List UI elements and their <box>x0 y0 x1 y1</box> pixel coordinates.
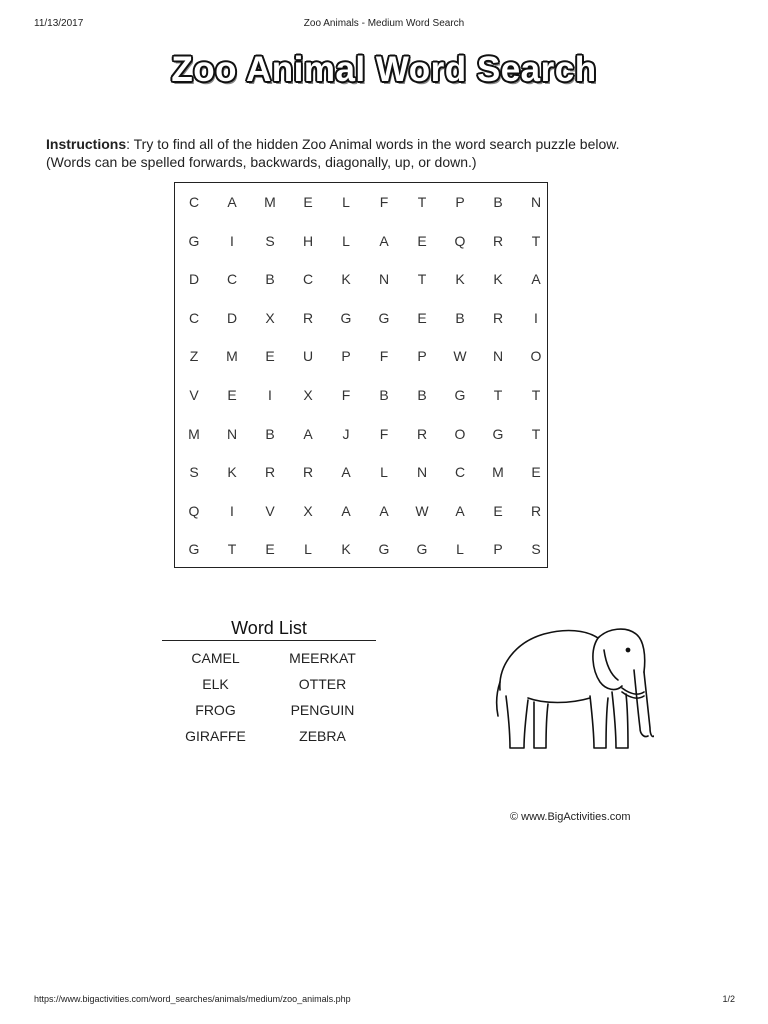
grid-cell: M <box>188 425 200 442</box>
grid-row <box>175 453 549 492</box>
word-list-item: OTTER <box>298 676 347 692</box>
image-credit: © www.BigActivities.com <box>510 811 631 823</box>
grid-cell: N <box>530 194 542 210</box>
grid-cell: T <box>531 232 541 249</box>
grid-cell: O <box>530 348 542 365</box>
grid-cell: E <box>303 194 313 210</box>
grid-cell: B <box>379 387 389 403</box>
grid-cell: A <box>455 502 465 519</box>
grid-cell: L <box>342 232 350 249</box>
word-list-column-left <box>162 645 269 749</box>
grid-cell: E <box>531 464 541 481</box>
grid-cell: P <box>341 348 351 365</box>
grid-cell: G <box>492 425 504 442</box>
grid-cell: G <box>454 387 466 403</box>
word-list-item: ZEBRA <box>299 728 346 744</box>
grid-cell: N <box>378 271 390 288</box>
grid-cell: K <box>455 271 465 288</box>
grid-cell: E <box>265 541 275 558</box>
print-date: 11/13/2017 <box>34 18 84 29</box>
grid-cell: V <box>189 387 199 403</box>
grid-cell: S <box>265 232 275 249</box>
grid-cell: N <box>492 348 504 365</box>
grid-cell: I <box>230 502 234 519</box>
grid-row <box>175 415 549 454</box>
grid-row <box>175 530 549 569</box>
grid-cell: L <box>456 541 464 558</box>
grid-cell: T <box>531 425 541 442</box>
grid-cell: Q <box>188 502 200 519</box>
word-list-item: FROG <box>195 702 236 718</box>
grid-cell: O <box>454 425 466 442</box>
grid-cell: E <box>417 232 427 249</box>
grid-cell: T <box>417 271 427 288</box>
footer-url: https://www.bigactivities.com/word_searches/animals/medium/zoo_animals.php <box>34 994 351 1004</box>
word-list-item: GIRAFFE <box>185 728 246 744</box>
instructions <box>46 135 726 171</box>
grid-cell: G <box>340 309 352 326</box>
instructions-text: : Try to find all of the hidden Zoo Animal words in the word search puzzle below. <box>126 136 620 152</box>
grid-cell: F <box>379 425 389 442</box>
grid-cell: G <box>416 541 428 558</box>
grid-cell: C <box>188 194 200 210</box>
grid-cell: E <box>417 309 427 326</box>
grid-cell: M <box>226 348 238 365</box>
grid-cell: G <box>188 541 200 558</box>
grid-cell: C <box>454 464 466 481</box>
elephant-illustration <box>494 620 654 755</box>
grid-cell: A <box>303 425 313 442</box>
print-doc-title: Zoo Animals - Medium Word Search <box>303 18 465 29</box>
word-list-item: ELK <box>202 676 229 692</box>
grid-cell: B <box>265 425 275 442</box>
grid-row <box>175 337 549 376</box>
grid-cell: B <box>417 387 427 403</box>
grid-cell: Z <box>189 348 199 365</box>
word-list-heading: Word List <box>162 616 376 641</box>
grid-cell: W <box>415 502 429 519</box>
grid-cell: K <box>341 541 351 558</box>
grid-cell: G <box>188 232 200 249</box>
grid-cell: A <box>379 232 389 249</box>
grid-cell: P <box>493 541 503 558</box>
grid-cell: I <box>230 232 234 249</box>
grid-cell: K <box>227 464 237 481</box>
grid-cell: V <box>265 502 275 519</box>
grid-row <box>175 183 549 222</box>
grid-cell: M <box>264 194 276 210</box>
grid-cell: I <box>268 387 272 403</box>
grid-cell: E <box>265 348 275 365</box>
grid-cell: N <box>226 425 238 442</box>
word-list-column-right <box>269 645 376 749</box>
grid-cell: I <box>534 309 538 326</box>
grid-cell: R <box>302 309 314 326</box>
grid-cell: S <box>531 541 541 558</box>
grid-row <box>175 260 549 299</box>
grid-cell: G <box>378 309 390 326</box>
grid-cell: E <box>493 502 503 519</box>
grid-cell: R <box>264 464 276 481</box>
instructions-label: Instructions <box>46 136 127 152</box>
grid-cell: X <box>303 387 313 403</box>
footer-page-number: 1/2 <box>722 994 735 1004</box>
grid-cell: A <box>341 502 351 519</box>
grid-row <box>175 376 549 415</box>
grid-cell: T <box>227 541 237 558</box>
grid-cell: F <box>341 387 351 403</box>
grid-cell: T <box>493 387 503 403</box>
grid-cell: W <box>453 348 467 365</box>
grid-cell: L <box>380 464 388 481</box>
grid-cell: T <box>417 194 427 210</box>
word-list-item: MEERKAT <box>289 650 356 666</box>
grid-cell: N <box>416 464 428 481</box>
grid-row <box>175 299 549 338</box>
grid-cell: P <box>417 348 427 365</box>
grid-cell: H <box>302 232 314 249</box>
grid-cell: A <box>379 502 389 519</box>
word-list-item: CAMEL <box>191 650 240 666</box>
grid-cell: C <box>302 271 314 288</box>
grid-cell: J <box>342 425 350 442</box>
grid-cell: B <box>265 271 275 288</box>
grid-cell: Q <box>454 232 466 249</box>
print-header <box>0 18 768 32</box>
page-title: Zoo Animal Word Search <box>171 50 597 89</box>
grid-cell: G <box>378 541 390 558</box>
grid-cell: R <box>416 425 428 442</box>
grid-cell: P <box>455 194 465 210</box>
grid-row <box>175 222 549 261</box>
grid-row <box>175 492 549 531</box>
grid-cell: S <box>189 464 199 481</box>
grid-cell: U <box>302 348 314 365</box>
grid-cell: B <box>493 194 503 210</box>
grid-cell: L <box>304 541 312 558</box>
grid-cell: K <box>493 271 503 288</box>
grid-cell: C <box>226 271 238 288</box>
grid-cell: K <box>341 271 351 288</box>
grid-cell: R <box>302 464 314 481</box>
grid-cell: M <box>492 464 504 481</box>
grid-cell: F <box>379 194 389 210</box>
grid-cell: R <box>492 309 504 326</box>
grid-cell: L <box>342 194 350 210</box>
grid-cell: E <box>227 387 237 403</box>
instructions-note: (Words can be spelled forwards, backwards, diagonally, up, or down.) <box>46 154 477 170</box>
grid-cell: A <box>531 271 541 288</box>
grid-cell: C <box>188 309 200 326</box>
print-footer <box>0 994 768 1008</box>
word-list-item: PENGUIN <box>290 702 355 718</box>
word-search-grid <box>174 182 548 568</box>
grid-cell: T <box>531 387 541 403</box>
word-list <box>162 616 376 744</box>
grid-cell: R <box>530 502 542 519</box>
grid-cell: R <box>492 232 504 249</box>
grid-cell: A <box>341 464 351 481</box>
grid-cell: D <box>188 271 200 288</box>
grid-cell: X <box>303 502 313 519</box>
grid-cell: F <box>379 348 389 365</box>
grid-cell: D <box>226 309 238 326</box>
grid-cell: A <box>227 194 237 210</box>
grid-cell: X <box>265 309 275 326</box>
grid-cell: B <box>455 309 465 326</box>
